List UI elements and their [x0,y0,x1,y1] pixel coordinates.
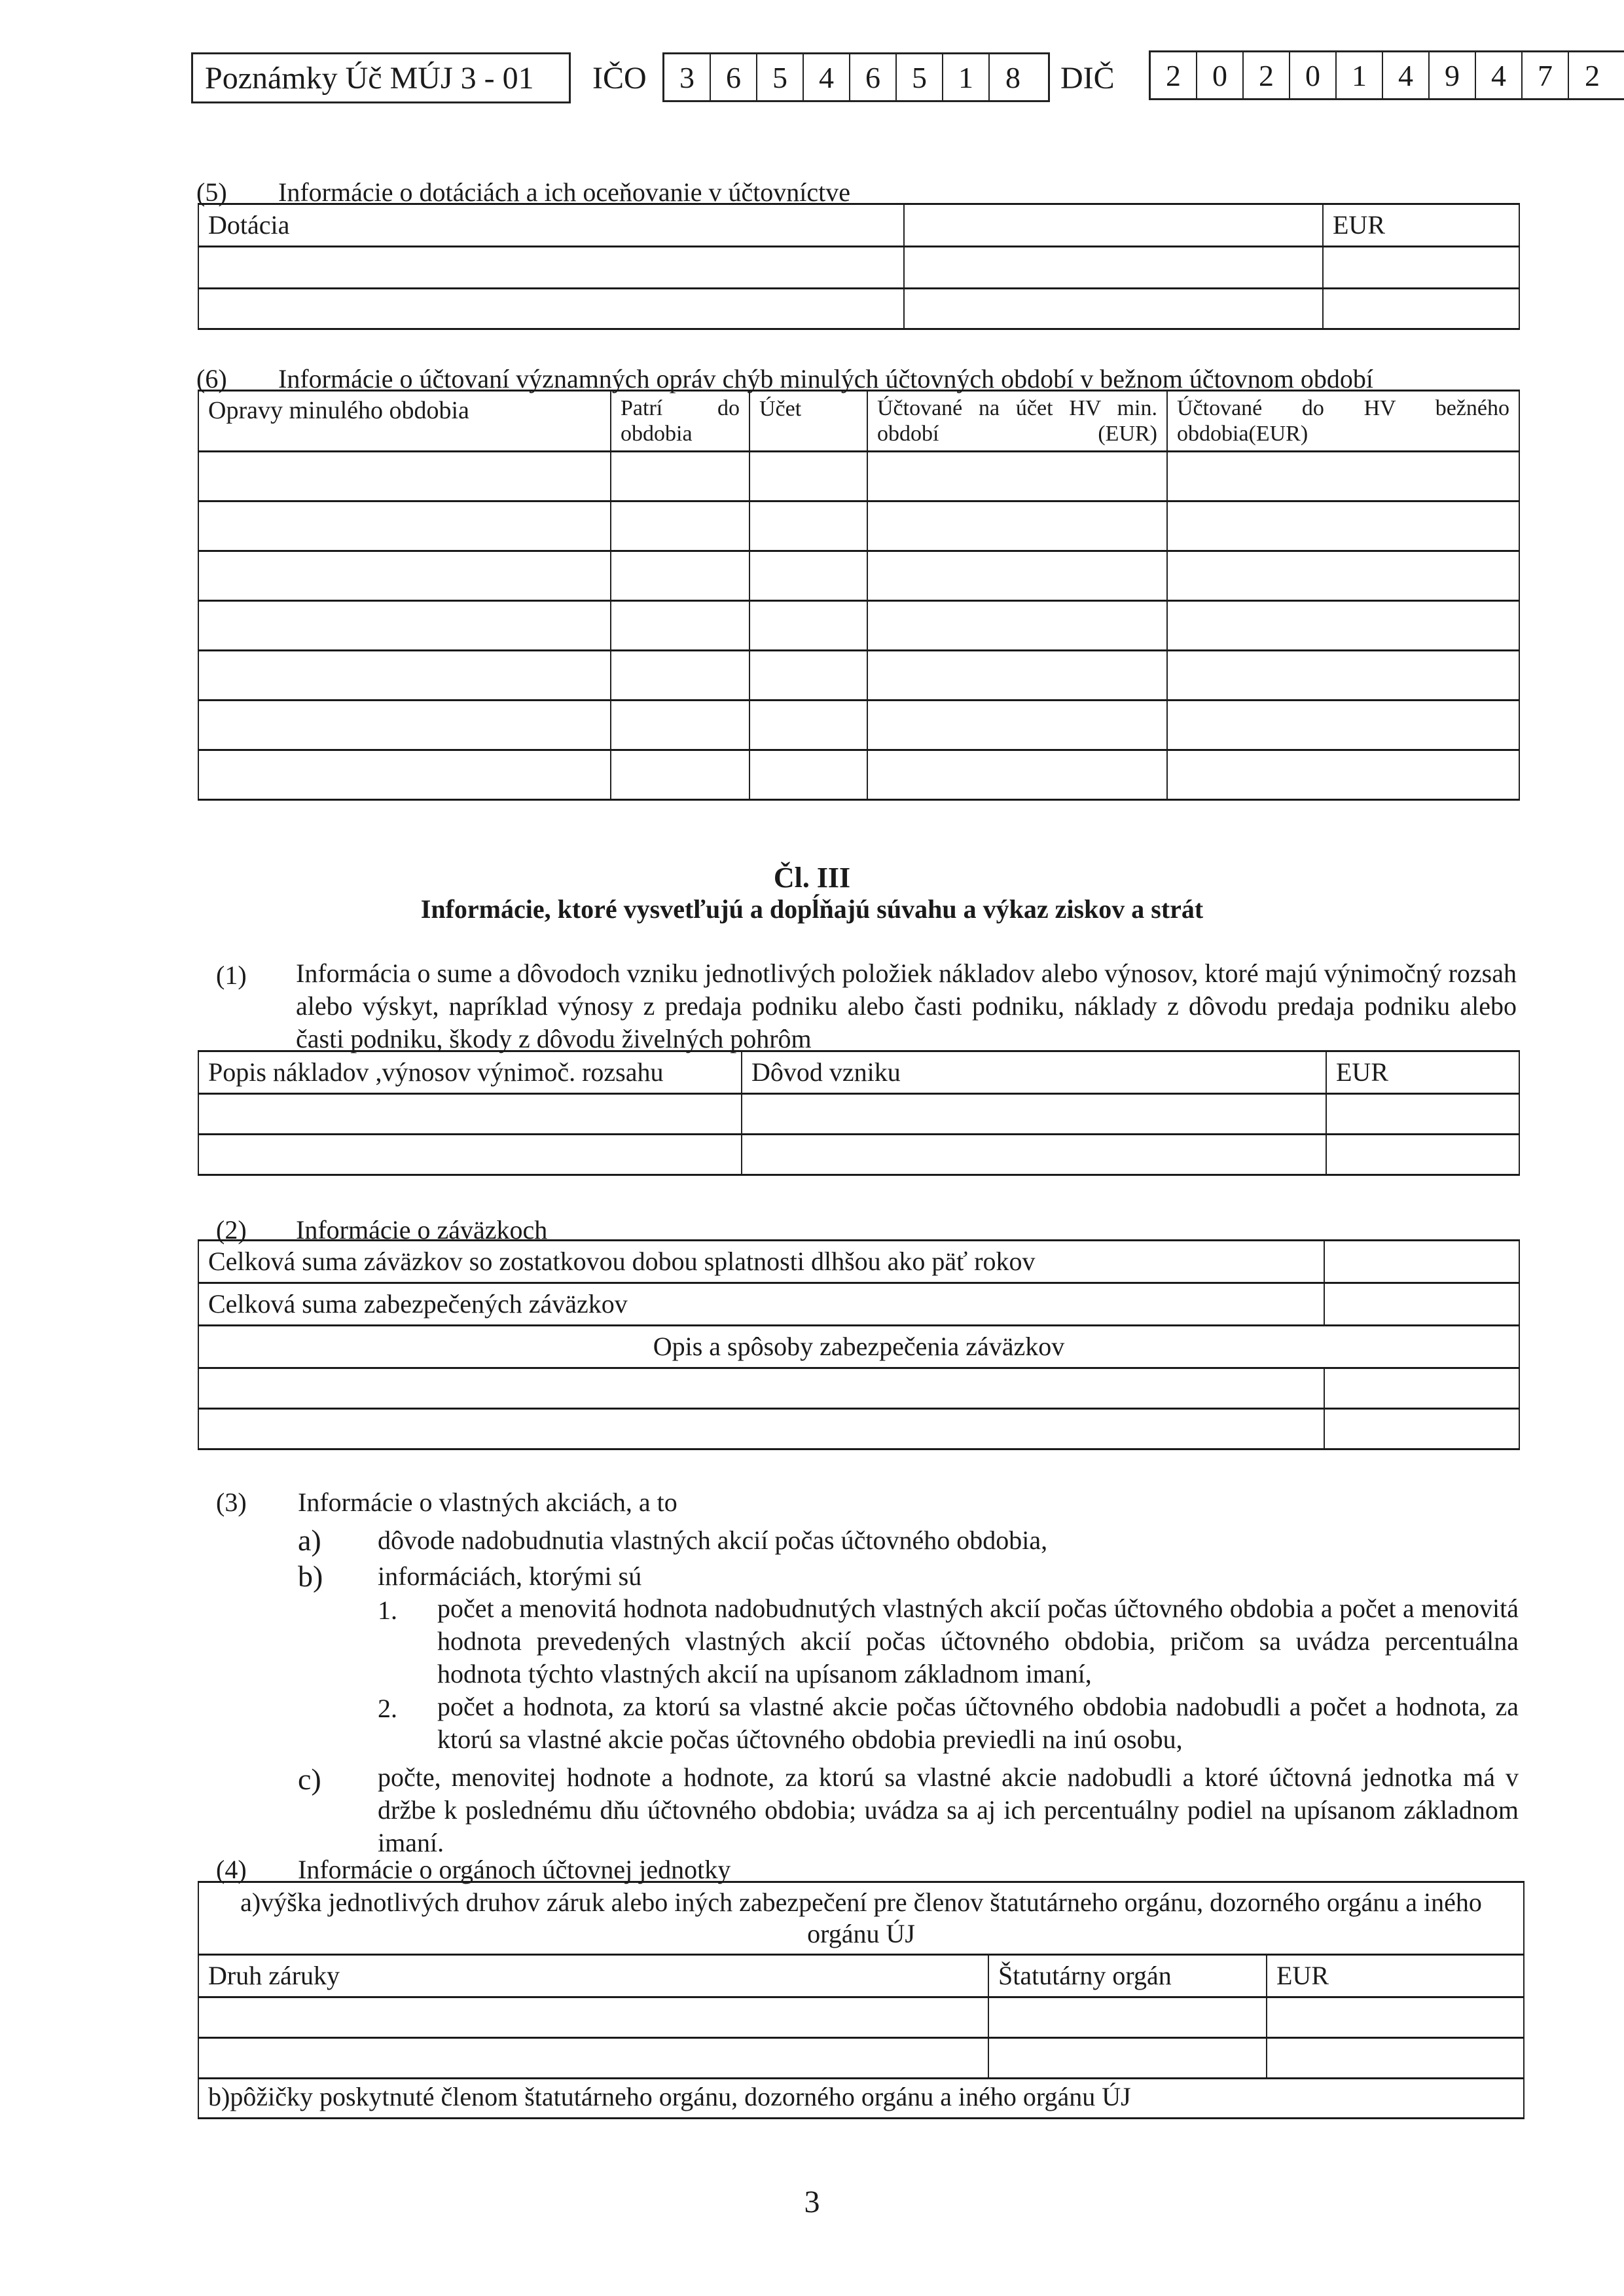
table-cell[interactable] [611,501,749,551]
column-header: Dôvod vzniku [742,1051,1326,1094]
table-cell[interactable] [198,701,611,750]
table-cell[interactable] [742,1135,1326,1175]
table-cell[interactable] [1324,1368,1519,1409]
table-cell[interactable] [198,1409,1324,1449]
table-cell[interactable] [749,601,867,651]
dic-digit: 4 [1476,52,1523,98]
liabilities-table [198,1239,1520,1450]
section-number: (2) [216,1215,247,1245]
table-cell[interactable] [749,750,867,800]
table-row [198,750,1519,800]
ico-field[interactable] [662,52,1050,102]
page-number: 3 [804,2185,820,2219]
item-1-number: (1) [216,960,247,990]
table-row [198,247,1519,289]
item-1-text: Informácia o sume a dôvodoch vzniku jednotlivých položiek nákladov alebo výnosov, ktoré majú výnimočný rozsah alebo výskyt, napríklad výnosy z predaja podniku alebo časti podniku, náklady z dôvodu predaja podniku alebo časti podniku, škody z dôvodu živelných pohrôm [296,958,1517,1053]
table-cell[interactable] [1324,1409,1519,1449]
column-header: EUR [1326,1051,1519,1094]
table-row [198,1326,1519,1368]
article-heading: Čl. III [773,862,851,894]
bodies-table [198,1881,1525,2119]
table-cell[interactable] [198,289,904,329]
item-3b-label: b) [298,1559,323,1593]
dic-digit: 1 [1337,52,1383,98]
item-3b1-label: 1. [378,1595,397,1625]
guarantees-header: a)výška jednotlivých druhov záruk alebo iných zabezpečení pre členov štatutárneho orgánu, dozorného orgánu a iného orgánu ÚJ [198,1882,1524,1955]
table-row [198,289,1519,329]
dic-digit: 9 [1430,52,1476,98]
table-cell[interactable] [1323,247,1519,289]
table-cell[interactable] [198,1368,1324,1409]
item-3a-label: a) [298,1523,321,1557]
ico-label: IČO [592,61,647,96]
table-header-row [198,391,1519,452]
table-cell[interactable] [988,2038,1267,2079]
column-header: Dotácia [198,204,904,247]
ico-digit: 4 [804,54,850,100]
table-row [198,1409,1519,1449]
column-header: Patrí do obdobia [611,391,749,452]
table-cell[interactable] [867,551,1167,601]
table-row [198,1283,1519,1326]
table-cell[interactable] [198,1997,988,2038]
table-row [198,501,1519,551]
table-cell[interactable] [904,289,1323,329]
table-cell[interactable] [611,452,749,501]
table-cell[interactable] [198,551,611,601]
column-header: Účtované do HV bežného obdobia(EUR) [1167,391,1519,452]
section-title: Informácie o účtovaní významných opráv chýb minulých účtovných období v bežnom účtovnom období [278,364,1373,393]
item-3c-label: c) [298,1762,321,1796]
item-3c-text: počte, menovitej hodnote a hodnote, za ktorú sa vlastné akcie nadobudli a ktoré účtovná jednotka má v držbe k poslednému dňu účtovného obdobia; uvádza sa aj ich percentuálny podiel na upísanom základnom imaní. [378,1762,1519,1857]
table-cell[interactable] [867,601,1167,651]
ico-digit: 6 [711,54,757,100]
table-cell[interactable] [198,651,611,701]
table-header-row [198,1051,1519,1094]
section-number: (6) [196,364,227,393]
section-title: Informácie o dotáciách a ich oceňovanie v účtovníctve [278,177,851,207]
table-row [198,1135,1519,1175]
table-cell[interactable] [198,247,904,289]
dic-digit: 2 [1151,52,1197,98]
column-header: Popis nákladov ,výnosov výnimoč. rozsahu [198,1051,742,1094]
table-cell[interactable] [198,501,611,551]
table-row [198,2038,1524,2079]
ico-digit: 8 [1005,60,1020,94]
table-cell[interactable] [1326,1094,1519,1135]
dic-field[interactable] [1149,50,1624,100]
table-cell[interactable] [904,247,1323,289]
table-cell[interactable] [1167,601,1519,651]
table-cell[interactable] [867,701,1167,750]
table-cell[interactable] [198,601,611,651]
item-3b-text: informáciách, ktorými sú [378,1561,642,1591]
table-cell[interactable] [611,651,749,701]
row-label: Celková suma záväzkov so zostatkovou dobou splatnosti dlhšou ako päť rokov [198,1241,1324,1283]
form-code-box [191,52,571,103]
table-cell[interactable] [749,452,867,501]
table-cell[interactable] [1167,501,1519,551]
dic-digit: 4 [1383,52,1430,98]
table-cell[interactable] [867,452,1167,501]
section-title: Informácie o záväzkoch [296,1215,548,1245]
column-header: Druh záruky [198,1955,988,1997]
table-cell[interactable] [867,501,1167,551]
table-cell[interactable] [198,2038,988,2079]
dic-digit: 0 [1290,52,1337,98]
ico-digit: 6 [850,54,897,100]
table-cell[interactable] [1326,1135,1519,1175]
section-number: (5) [196,177,227,207]
table-header-row [198,204,1519,247]
column-header: Účet [749,391,867,452]
table-cell[interactable] [867,750,1167,800]
table-cell[interactable] [1324,1241,1519,1283]
table-cell[interactable] [1167,651,1519,701]
table-cell[interactable] [1267,1997,1524,2038]
column-header: EUR [1323,204,1519,247]
item-3a-text: dôvode nadobudnutia vlastných akcií počas účtovného obdobia, [378,1525,1048,1555]
table-row [198,601,1519,651]
column-header: Účtované na účet HV min. období (EUR) [867,391,1167,452]
table-row [198,1368,1519,1409]
table-cell[interactable] [749,551,867,601]
table-header-row [198,1882,1524,1955]
table-cell[interactable] [867,651,1167,701]
dic-label: DIČ [1060,61,1115,96]
subsidies-table [198,203,1520,330]
section-title: Informácie o orgánoch účtovnej jednotky [298,1855,731,1884]
ico-digit: 5 [897,54,943,100]
table-cell[interactable] [1167,750,1519,800]
table-row [198,651,1519,701]
table-row [198,452,1519,501]
table-cell[interactable] [988,1997,1267,2038]
table-cell[interactable] [611,701,749,750]
table-cell[interactable] [1324,1283,1519,1326]
row-label: Celková suma zabezpečených záväzkov [198,1283,1324,1326]
table-cell[interactable] [198,750,611,800]
row-label: Opis a spôsoby zabezpečenia záväzkov [198,1326,1519,1368]
exceptional-items-table [198,1050,1520,1176]
table-row [198,551,1519,601]
table-header-row [198,1955,1524,1997]
ico-digit: 3 [664,54,711,100]
table-cell[interactable] [1167,701,1519,750]
loans-header: b)pôžičky poskytnuté členom štatutárneho orgánu, dozorného orgánu a iného orgánu ÚJ [198,2079,1524,2119]
table-cell[interactable] [1167,452,1519,501]
table-row [198,2079,1524,2119]
table-cell[interactable] [1267,2038,1524,2079]
article-subheading: Informácie, ktoré vysvetľujú a dopĺňajú súvahu a výkaz ziskov a strát [420,894,1204,924]
table-row [198,1241,1519,1283]
dic-digit: 7 [1523,52,1569,98]
table-row [198,1094,1519,1135]
item-3-number: (3) [216,1487,247,1517]
item-3b2-text: počet a hodnota, za ktorú sa vlastné akcie počas účtovného obdobia nadobudli a počet a hodnota, za ktorú sa vlastné akcie počas účtovného obdobia previedli na inú osobu, [437,1692,1519,1754]
corrections-table [198,390,1520,801]
item-3b1-text: počet a menovitá hodnota nadobudnutých vlastných akcií počas účtovného obdobia a počet a menovitá hodnota prevedených vlastných akcií počas účtovného obdobia, pričom sa uvádza percentuálna hodnota týchto vlastných akcií na upísanom základnom imaní, [437,1594,1519,1688]
ico-digit: 1 [943,54,990,100]
form-code: Poznámky Úč MÚJ 3 - 01 [205,60,534,96]
table-cell[interactable] [749,501,867,551]
table-cell[interactable] [611,601,749,651]
dic-digit: 2 [1585,58,1600,92]
column-header: Opravy minulého obdobia [198,391,611,452]
table-cell[interactable] [611,750,749,800]
column-header: EUR [1267,1955,1524,1997]
table-row [198,1997,1524,2038]
table-cell[interactable] [749,651,867,701]
dic-digit: 2 [1244,52,1290,98]
column-header [904,204,1323,247]
item-3-title: Informácie o vlastných akciách, a to [298,1487,677,1517]
column-header: Štatutárny orgán [988,1955,1267,1997]
item-4-heading [216,1854,731,1885]
table-cell[interactable] [1323,289,1519,329]
table-cell[interactable] [749,701,867,750]
table-cell[interactable] [198,1135,742,1175]
table-cell[interactable] [198,1094,742,1135]
table-cell[interactable] [198,452,611,501]
table-cell[interactable] [1167,551,1519,601]
section-number: (4) [216,1855,247,1884]
ico-digit: 5 [757,54,804,100]
dic-digit: 0 [1197,52,1244,98]
item-3b2-label: 2. [378,1694,397,1723]
table-cell[interactable] [742,1094,1326,1135]
table-row [198,701,1519,750]
table-cell[interactable] [611,551,749,601]
